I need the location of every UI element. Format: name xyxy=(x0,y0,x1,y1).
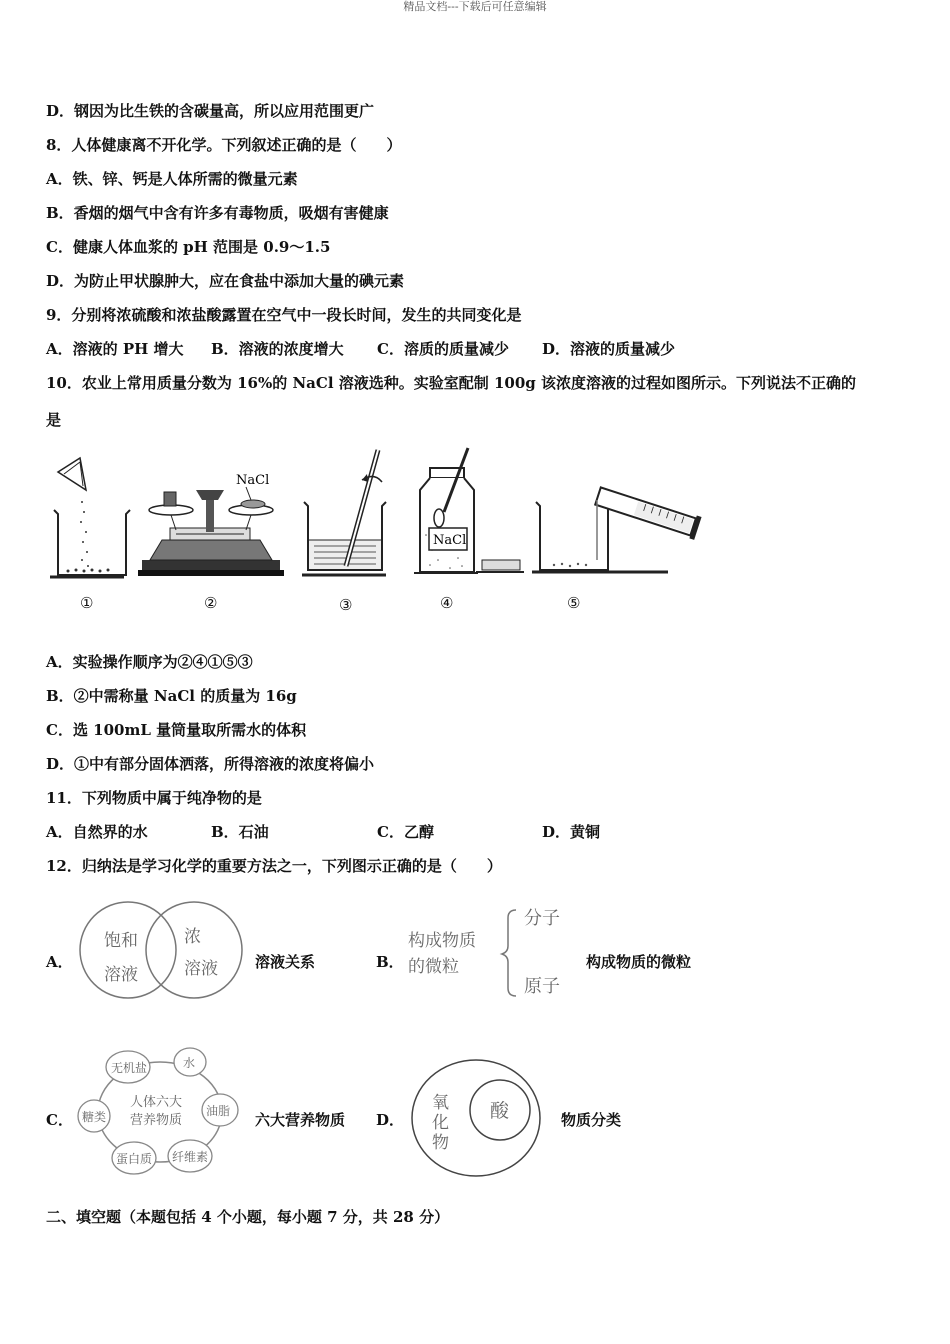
question-12-option-a-caption: 溶液关系 xyxy=(255,953,316,971)
nutrients-center-line2: 营养物质 xyxy=(130,1113,183,1128)
nutrient-water: 水 xyxy=(183,1056,196,1070)
nutrient-protein: 蛋白质 xyxy=(116,1152,153,1166)
nutrient-fiber: 纤维素 xyxy=(172,1150,209,1164)
solution-venn-diagram xyxy=(76,898,248,1002)
venn-left-line1: 饱和 xyxy=(104,931,138,951)
question-11-option-d: D．黄铜 xyxy=(542,823,601,841)
brace-top-item: 分子 xyxy=(524,908,560,929)
acid-label: 酸 xyxy=(490,1100,510,1122)
question-8-option-c: C．健康人体血浆的 pH 范围是 0.9～1.5 xyxy=(46,238,331,256)
question-10-option-d: D．①中有部分固体洒落，所得溶液的浓度将偏小 xyxy=(46,755,375,773)
balance-scale-icon xyxy=(138,473,284,576)
question-8-option-b: B．香烟的烟气中含有许多有毒物质，吸烟有害健康 xyxy=(46,204,389,222)
venn-right-line1: 浓 xyxy=(184,927,201,947)
question-7-option-d: D．钢因为比生铁的含碳量高，所以应用范围更广 xyxy=(46,102,375,120)
nutrients-ring-diagram xyxy=(72,1040,248,1180)
step-label-4: ④ xyxy=(440,594,454,612)
beaker-with-paper-icon xyxy=(50,458,130,577)
brace-left-line2: 的微粒 xyxy=(408,957,459,977)
oxide-char-2: 化 xyxy=(432,1113,449,1133)
page-header: 精品文档---下载后可任意编辑 xyxy=(403,0,547,13)
question-12-option-c-letter: C． xyxy=(46,1111,73,1129)
classification-nested-circles xyxy=(408,1056,548,1180)
question-11-option-c: C．乙醇 xyxy=(377,823,434,841)
oxide-char-1: 氧 xyxy=(432,1093,449,1113)
question-9-option-c: C．溶质的质量减少 xyxy=(377,340,509,358)
question-10-option-b: B．②中需称量 NaCl 的质量为 16g xyxy=(46,687,297,705)
reagent-jar-icon xyxy=(414,448,524,573)
question-11-stem: 11．下列物质中属于纯净物的是 xyxy=(46,789,262,807)
solution-preparation-figure xyxy=(46,440,716,585)
question-11-option-a: A．自然界的水 xyxy=(46,823,148,841)
question-11-option-b: B．石油 xyxy=(211,823,269,841)
question-8-option-d: D．为防止甲状腺肿大，应在食盐中添加大量的碘元素 xyxy=(46,272,405,290)
question-12-stem: 12．归纳法是学习化学的重要方法之一，下列图示正确的是（ ） xyxy=(46,857,502,875)
question-12-option-d-letter: D． xyxy=(376,1111,405,1129)
question-12-option-a-letter: A． xyxy=(46,953,73,971)
balance-nacl-label: NaCl xyxy=(236,473,270,488)
question-9-stem: 9．分别将浓硫酸和浓盐酸露置在空气中一段长时间，发生的共同变化是 xyxy=(46,306,522,324)
question-10-option-a: A．实验操作顺序为②④①⑤③ xyxy=(46,653,253,671)
section-2-heading: 二、填空题（本题包括 4 个小题，每小题 7 分，共 28 分） xyxy=(46,1208,450,1226)
question-12-option-c-caption: 六大营养物质 xyxy=(255,1111,346,1129)
particle-brace-diagram xyxy=(404,900,584,1000)
question-10-stem-end: 是 xyxy=(46,411,62,429)
measuring-cylinder-pour-icon xyxy=(532,485,702,572)
step-label-5: ⑤ xyxy=(567,594,581,612)
question-9-option-a: A．溶液的 PH 增大 xyxy=(46,340,184,358)
question-9-option-d: D．溶液的质量减少 xyxy=(542,340,676,358)
venn-right-line2: 溶液 xyxy=(184,959,218,979)
beaker-stirring-icon xyxy=(302,450,386,575)
nutrient-sugars: 糖类 xyxy=(82,1110,107,1124)
brace-left-line1: 构成物质 xyxy=(408,931,476,951)
oxide-char-3: 物 xyxy=(432,1133,449,1153)
nutrients-center-line1: 人体六大 xyxy=(130,1095,183,1110)
question-9-option-b: B．溶液的浓度增大 xyxy=(211,340,344,358)
brace-bottom-item: 原子 xyxy=(524,976,560,997)
jar-nacl-label: NaCl xyxy=(433,533,467,548)
question-12-option-d-caption: 物质分类 xyxy=(561,1111,622,1129)
question-12-option-b-letter: B． xyxy=(376,953,404,971)
step-label-2: ② xyxy=(204,594,218,612)
question-8-stem: 8．人体健康离不开化学。下列叙述正确的是（ ） xyxy=(46,136,402,154)
question-10-option-c: C．选 100mL 量筒量取所需水的体积 xyxy=(46,721,307,739)
question-10-stem: 10．农业上常用质量分数为 16%的 NaCl 溶液选种。实验室配制 100g 该浓度溶液的过程如图所示。下列说法不正确的 xyxy=(46,374,856,392)
nutrient-minerals: 无机盐 xyxy=(111,1061,148,1075)
step-label-1: ① xyxy=(80,594,94,612)
nutrient-fats: 油脂 xyxy=(206,1104,231,1118)
question-12-option-b-caption: 构成物质的微粒 xyxy=(586,953,692,971)
venn-left-line2: 溶液 xyxy=(104,965,138,985)
step-label-3: ③ xyxy=(339,596,353,614)
question-8-option-a: A．铁、锌、钙是人体所需的微量元素 xyxy=(46,170,298,188)
